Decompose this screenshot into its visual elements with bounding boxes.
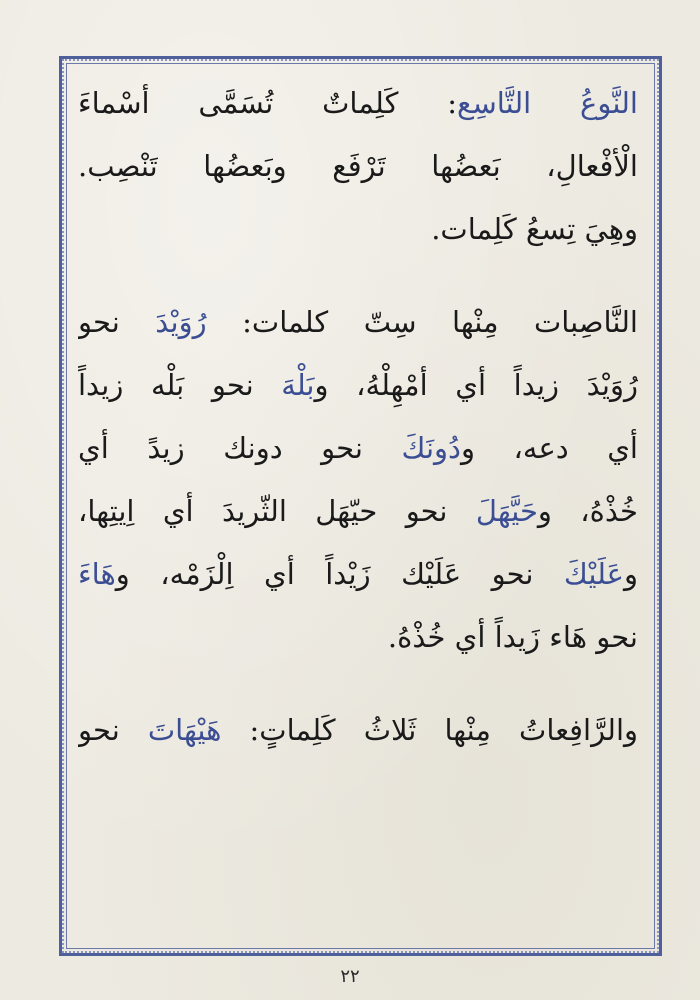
text-segment: و <box>623 557 638 591</box>
text-line <box>78 543 638 606</box>
text-segment: أي دعه، و <box>460 431 638 465</box>
highlighted-term: دُونَكَ <box>401 431 461 465</box>
text-line <box>78 417 638 480</box>
text-segment: نحو <box>78 305 156 339</box>
text-line <box>78 72 638 135</box>
text-segment: نحو حيّهَل الثّريدَ أي اِيتِها، <box>78 494 476 528</box>
text-line <box>78 291 638 354</box>
text-line <box>78 354 638 417</box>
text-line <box>78 699 638 762</box>
highlighted-term: بَلْهَ <box>281 368 315 402</box>
text-segment: نحو عَلَيْك زَيْداً أي اِلْزَمْه، و <box>115 557 564 591</box>
paragraph-gap <box>78 669 638 699</box>
highlighted-term: عَلَيْكَ <box>563 557 624 591</box>
text-segment: نحو <box>78 713 148 747</box>
text-line: وهِيَ تِسعُ كَلِمات. <box>431 212 638 246</box>
page-text <box>78 72 638 762</box>
highlighted-term: هَيْهَاتَ <box>147 713 222 747</box>
paragraph-gap <box>78 261 638 291</box>
text-segment: نحو بَلْه زيداً <box>78 368 282 402</box>
text-segment: والرَّافِعاتُ مِنْها ثَلاثُ كَلِماتٍ: <box>221 713 638 747</box>
text-line: نحو هَاء زَيداً أي خُذْهُ. <box>387 620 638 654</box>
text-line: الْأفْعالِ، بَعضُها تَرْفَع وبَعضُها تَنْصِب. <box>78 149 638 183</box>
text-line <box>78 480 638 543</box>
section-title: النَّوعُ التَّاسِع <box>457 86 638 120</box>
text-segment: النَّاصِبات مِنْها سِتّ كلمات: <box>206 305 638 339</box>
highlighted-term: هَاءَ <box>78 557 116 591</box>
highlighted-term: رُوَيْدَ <box>155 305 207 339</box>
text-segment: نحو دونك زيدً أي <box>78 431 402 465</box>
text-segment: : كَلِماتٌ تُسَمَّى أسْماءَ <box>78 86 458 120</box>
text-segment: رُوَيْدَ زيداً أي أمْهِلْهُ، و <box>314 368 638 402</box>
highlighted-term: حَيَّهَلَ <box>475 494 538 528</box>
text-segment: خُذْهُ، و <box>537 494 638 528</box>
page-number: ٢٢ <box>340 966 360 987</box>
